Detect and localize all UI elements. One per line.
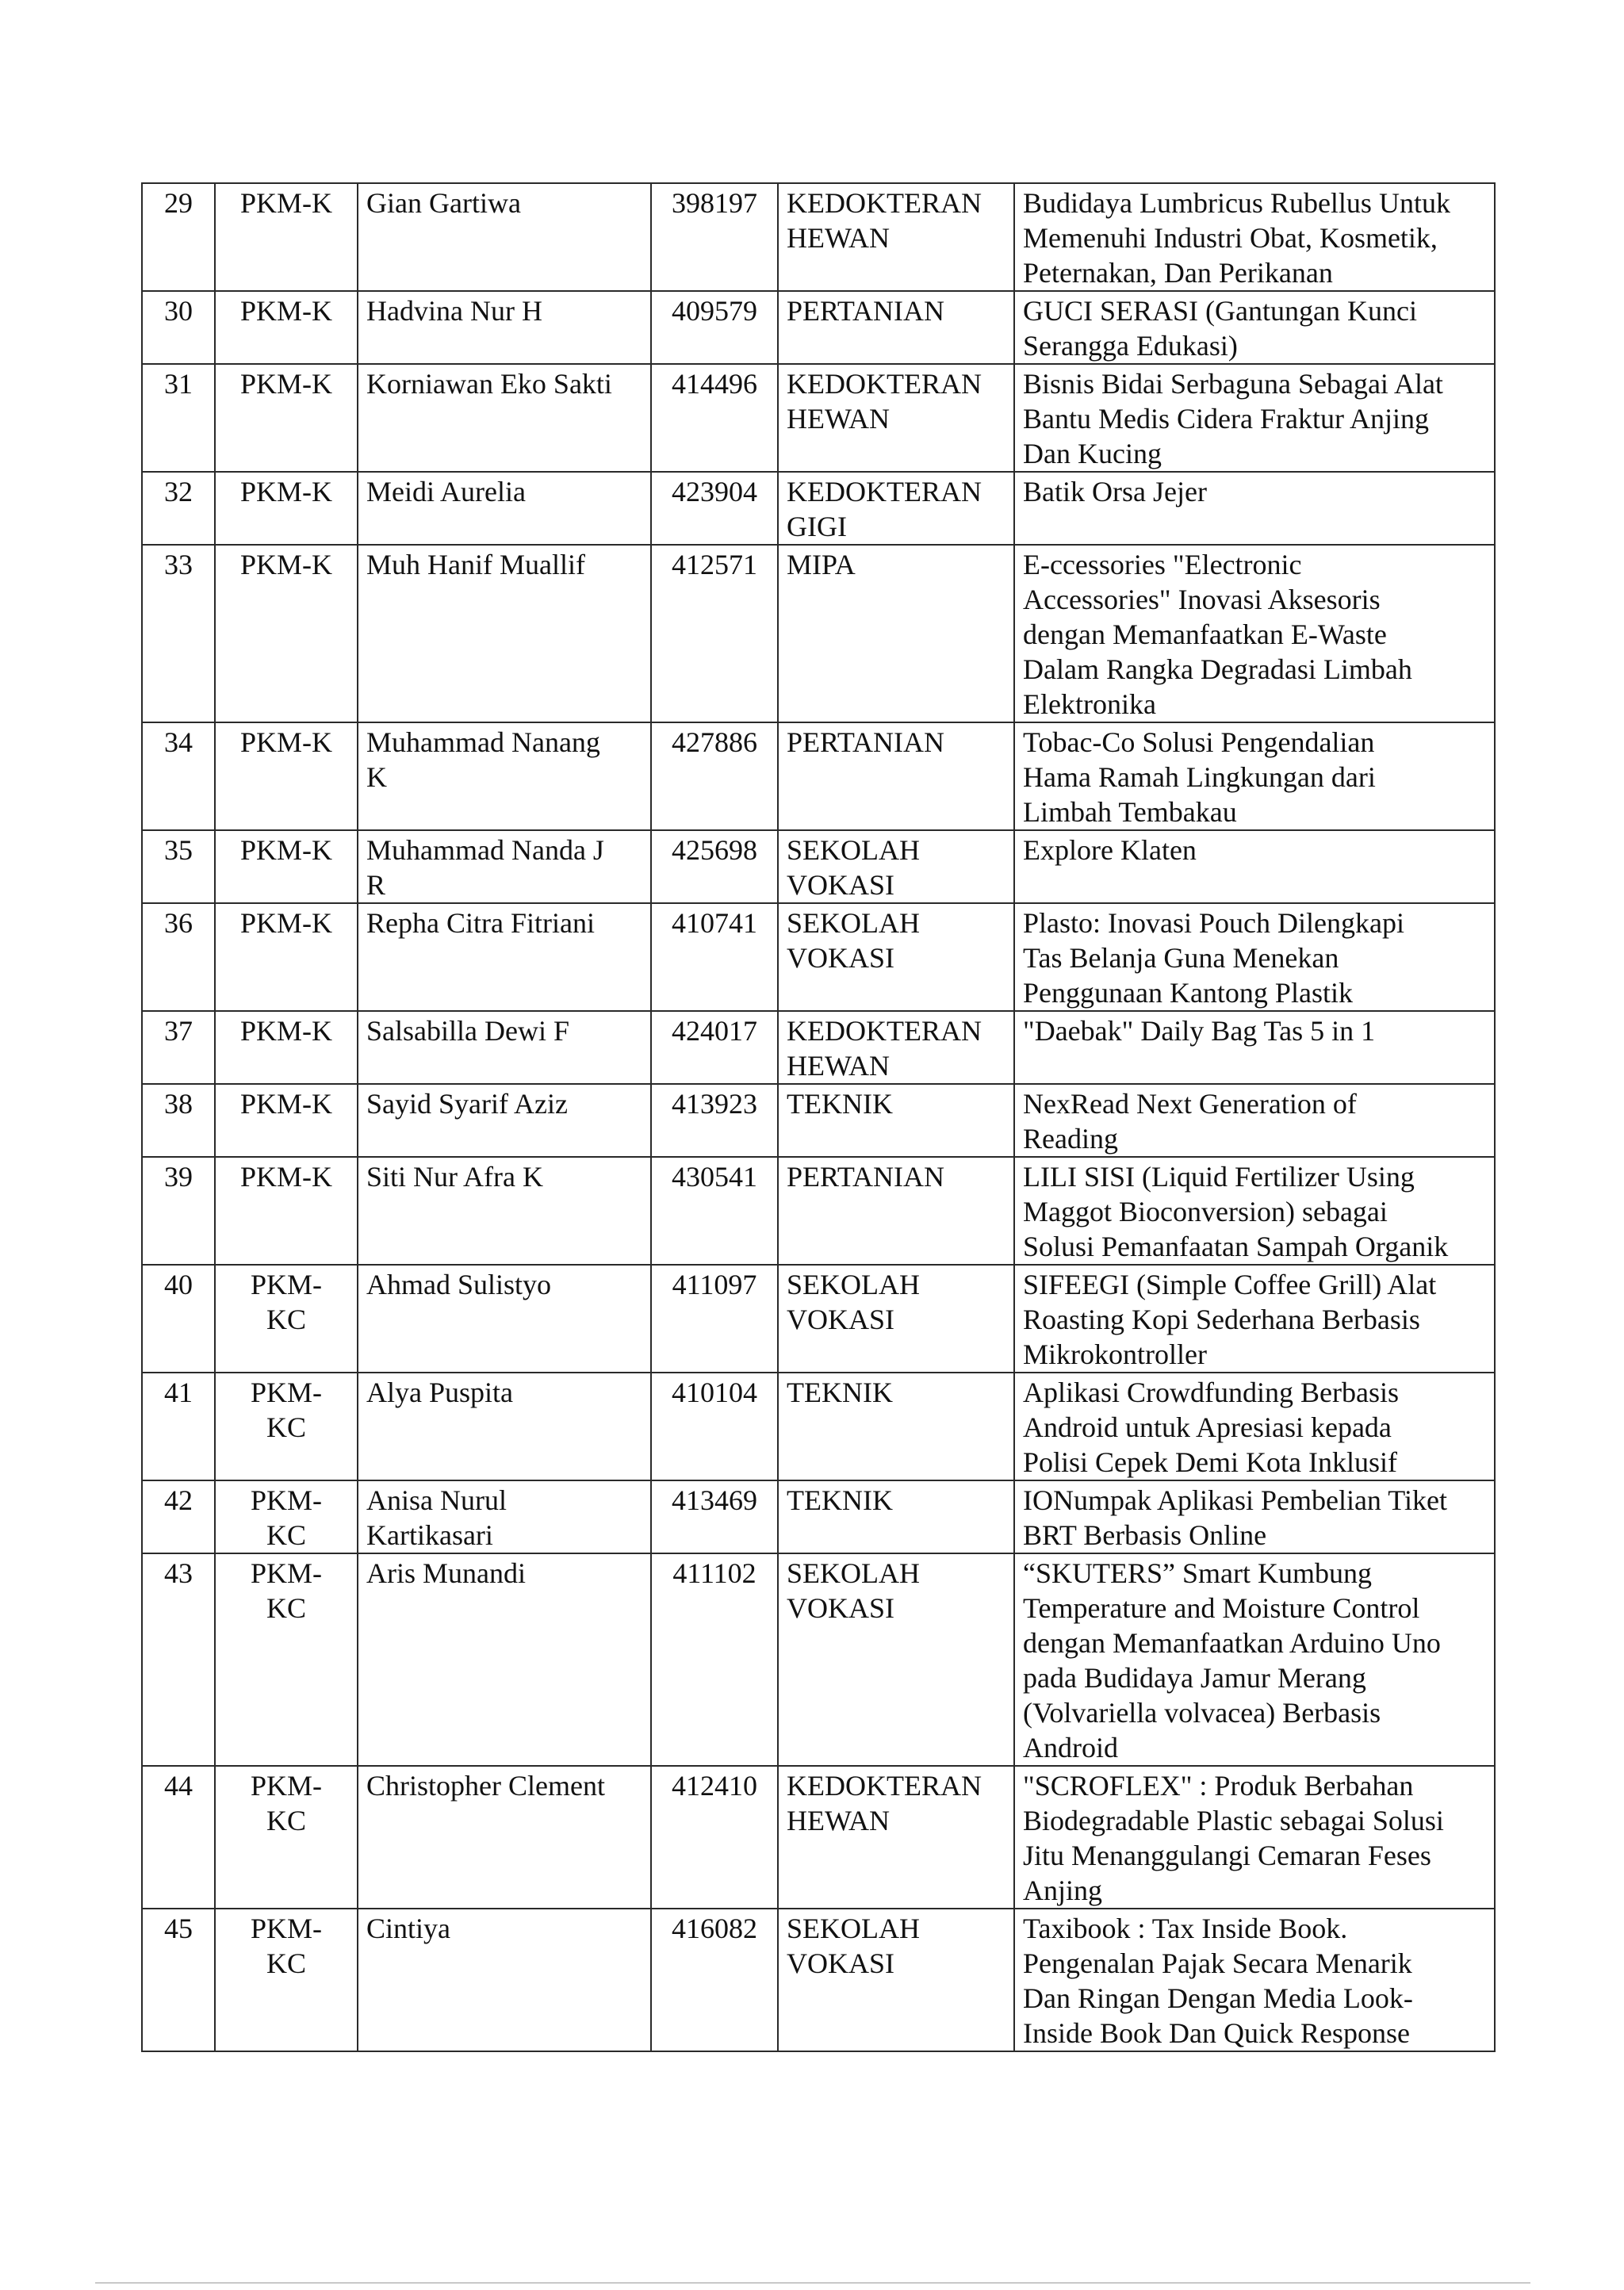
student-name: Cintiya [358, 1909, 651, 2051]
proposal-title: IONumpak Aplikasi Pembelian Tiket BRT Berbasis Online [1014, 1480, 1495, 1553]
pkm-type: PKM- KC [215, 1553, 358, 1766]
proposal-title: NexRead Next Generation of Reading [1014, 1084, 1495, 1157]
pkm-type: PKM-K [215, 1011, 358, 1084]
faculty: SEKOLAH VOKASI [778, 1265, 1014, 1373]
proposal-title: Bisnis Bidai Serbaguna Sebagai Alat Bantu Medis Cidera Fraktur Anjing Dan Kucing [1014, 364, 1495, 472]
pkm-type: PKM-K [215, 183, 358, 291]
pkm-type: PKM- KC [215, 1373, 358, 1480]
pkm-type: PKM- KC [215, 1265, 358, 1373]
pkm-type: PKM-K [215, 472, 358, 545]
pkm-type: PKM-K [215, 830, 358, 903]
proposal-title: E-ccessories "Electronic Accessories" Inovasi Aksesoris dengan Memanfaatkan E-Waste Dalam Rangka Degradasi Limbah Elektronika [1014, 545, 1495, 722]
table-row [142, 722, 1495, 830]
proposal-title: Aplikasi Crowdfunding Berbasis Android untuk Apresiasi kepada Polisi Cepek Demi Kota Inklusif [1014, 1373, 1495, 1480]
faculty: TEKNIK [778, 1480, 1014, 1553]
table-row [142, 1011, 1495, 1084]
student-name: Hadvina Nur H [358, 291, 651, 364]
row-number: 36 [142, 903, 215, 1011]
faculty: KEDOKTERAN HEWAN [778, 364, 1014, 472]
student-name: Korniawan Eko Sakti [358, 364, 651, 472]
student-id: 414496 [651, 364, 778, 472]
student-name: Sayid Syarif Aziz [358, 1084, 651, 1157]
table-row [142, 903, 1495, 1011]
pkm-type: PKM-K [215, 545, 358, 722]
table-row [142, 291, 1495, 364]
pkm-type: PKM-K [215, 364, 358, 472]
student-id: 413469 [651, 1480, 778, 1553]
pkm-type: PKM-K [215, 291, 358, 364]
faculty: MIPA [778, 545, 1014, 722]
student-name: Muh Hanif Muallif [358, 545, 651, 722]
faculty: TEKNIK [778, 1084, 1014, 1157]
row-number: 42 [142, 1480, 215, 1553]
student-name: Muhammad Nanang K [358, 722, 651, 830]
pkm-type: PKM-K [215, 903, 358, 1011]
proposal-title: "SCROFLEX" : Produk Berbahan Biodegradable Plastic sebagai Solusi Jitu Menanggulangi Cemaran Feses Anjing [1014, 1766, 1495, 1909]
table-row [142, 472, 1495, 545]
page-edge-line [95, 2282, 1530, 2284]
proposal-title: Budidaya Lumbricus Rubellus Untuk Memenuhi Industri Obat, Kosmetik, Peternakan, Dan Perikanan [1014, 183, 1495, 291]
student-name: Ahmad Sulistyo [358, 1265, 651, 1373]
row-number: 40 [142, 1265, 215, 1373]
faculty: SEKOLAH VOKASI [778, 1909, 1014, 2051]
student-id: 416082 [651, 1909, 778, 2051]
student-name: Gian Gartiwa [358, 183, 651, 291]
student-name: Christopher Clement [358, 1766, 651, 1909]
row-number: 38 [142, 1084, 215, 1157]
student-id: 412410 [651, 1766, 778, 1909]
table-row [142, 1265, 1495, 1373]
student-id: 412571 [651, 545, 778, 722]
student-name: Muhammad Nanda J R [358, 830, 651, 903]
row-number: 33 [142, 545, 215, 722]
table-row [142, 830, 1495, 903]
row-number: 35 [142, 830, 215, 903]
faculty: KEDOKTERAN HEWAN [778, 1011, 1014, 1084]
pkm-type: PKM- KC [215, 1766, 358, 1909]
table-row [142, 1766, 1495, 1909]
student-name: Aris Munandi [358, 1553, 651, 1766]
student-id: 413923 [651, 1084, 778, 1157]
faculty: PERTANIAN [778, 722, 1014, 830]
row-number: 37 [142, 1011, 215, 1084]
row-number: 29 [142, 183, 215, 291]
faculty: KEDOKTERAN HEWAN [778, 1766, 1014, 1909]
row-number: 43 [142, 1553, 215, 1766]
proposal-title: “SKUTERS” Smart Kumbung Temperature and Moisture Control dengan Memanfaatkan Arduino Uno pada Budidaya Jamur Merang (Volvariella volvacea) Berbasis Android [1014, 1553, 1495, 1766]
student-id: 398197 [651, 183, 778, 291]
pkm-type: PKM- KC [215, 1909, 358, 2051]
participant-table [141, 182, 1496, 2052]
faculty: SEKOLAH VOKASI [778, 1553, 1014, 1766]
pkm-type: PKM-K [215, 1157, 358, 1265]
student-id: 409579 [651, 291, 778, 364]
table-row [142, 545, 1495, 722]
table-row [142, 1553, 1495, 1766]
faculty: SEKOLAH VOKASI [778, 903, 1014, 1011]
row-number: 45 [142, 1909, 215, 2051]
table-row [142, 183, 1495, 291]
proposal-title: Plasto: Inovasi Pouch Dilengkapi Tas Belanja Guna Menekan Penggunaan Kantong Plastik [1014, 903, 1495, 1011]
student-name: Siti Nur Afra K [358, 1157, 651, 1265]
pkm-type: PKM- KC [215, 1480, 358, 1553]
student-id: 425698 [651, 830, 778, 903]
faculty: PERTANIAN [778, 1157, 1014, 1265]
student-id: 424017 [651, 1011, 778, 1084]
row-number: 30 [142, 291, 215, 364]
student-id: 430541 [651, 1157, 778, 1265]
faculty: KEDOKTERAN GIGI [778, 472, 1014, 545]
student-id: 410741 [651, 903, 778, 1011]
student-id: 427886 [651, 722, 778, 830]
table-row [142, 1909, 1495, 2051]
student-id: 411102 [651, 1553, 778, 1766]
table-row [142, 1157, 1495, 1265]
pkm-type: PKM-K [215, 1084, 358, 1157]
student-name: Salsabilla Dewi F [358, 1011, 651, 1084]
pkm-type: PKM-K [215, 722, 358, 830]
row-number: 39 [142, 1157, 215, 1265]
row-number: 31 [142, 364, 215, 472]
proposal-title: GUCI SERASI (Gantungan Kunci Serangga Edukasi) [1014, 291, 1495, 364]
student-name: Alya Puspita [358, 1373, 651, 1480]
student-name: Repha Citra Fitriani [358, 903, 651, 1011]
student-name: Anisa Nurul Kartikasari [358, 1480, 651, 1553]
table-row [142, 364, 1495, 472]
proposal-title: Tobac-Co Solusi Pengendalian Hama Ramah Lingkungan dari Limbah Tembakau [1014, 722, 1495, 830]
faculty: PERTANIAN [778, 291, 1014, 364]
student-name: Meidi Aurelia [358, 472, 651, 545]
table-row [142, 1084, 1495, 1157]
faculty: KEDOKTERAN HEWAN [778, 183, 1014, 291]
row-number: 34 [142, 722, 215, 830]
proposal-title: Batik Orsa Jejer [1014, 472, 1495, 545]
table-row [142, 1480, 1495, 1553]
proposal-title: LILI SISI (Liquid Fertilizer Using Maggot Bioconversion) sebagai Solusi Pemanfaatan Sampah Organik [1014, 1157, 1495, 1265]
proposal-title: SIFEEGI (Simple Coffee Grill) Alat Roasting Kopi Sederhana Berbasis Mikrokontroller [1014, 1265, 1495, 1373]
proposal-title: "Daebak" Daily Bag Tas 5 in 1 [1014, 1011, 1495, 1084]
table-row [142, 1373, 1495, 1480]
student-id: 411097 [651, 1265, 778, 1373]
row-number: 41 [142, 1373, 215, 1480]
row-number: 44 [142, 1766, 215, 1909]
row-number: 32 [142, 472, 215, 545]
student-id: 423904 [651, 472, 778, 545]
faculty: SEKOLAH VOKASI [778, 830, 1014, 903]
student-id: 410104 [651, 1373, 778, 1480]
proposal-title: Explore Klaten [1014, 830, 1495, 903]
faculty: TEKNIK [778, 1373, 1014, 1480]
proposal-title: Taxibook : Tax Inside Book. Pengenalan Pajak Secara Menarik Dan Ringan Dengan Media Look- Inside Book Dan Quick Response [1014, 1909, 1495, 2051]
